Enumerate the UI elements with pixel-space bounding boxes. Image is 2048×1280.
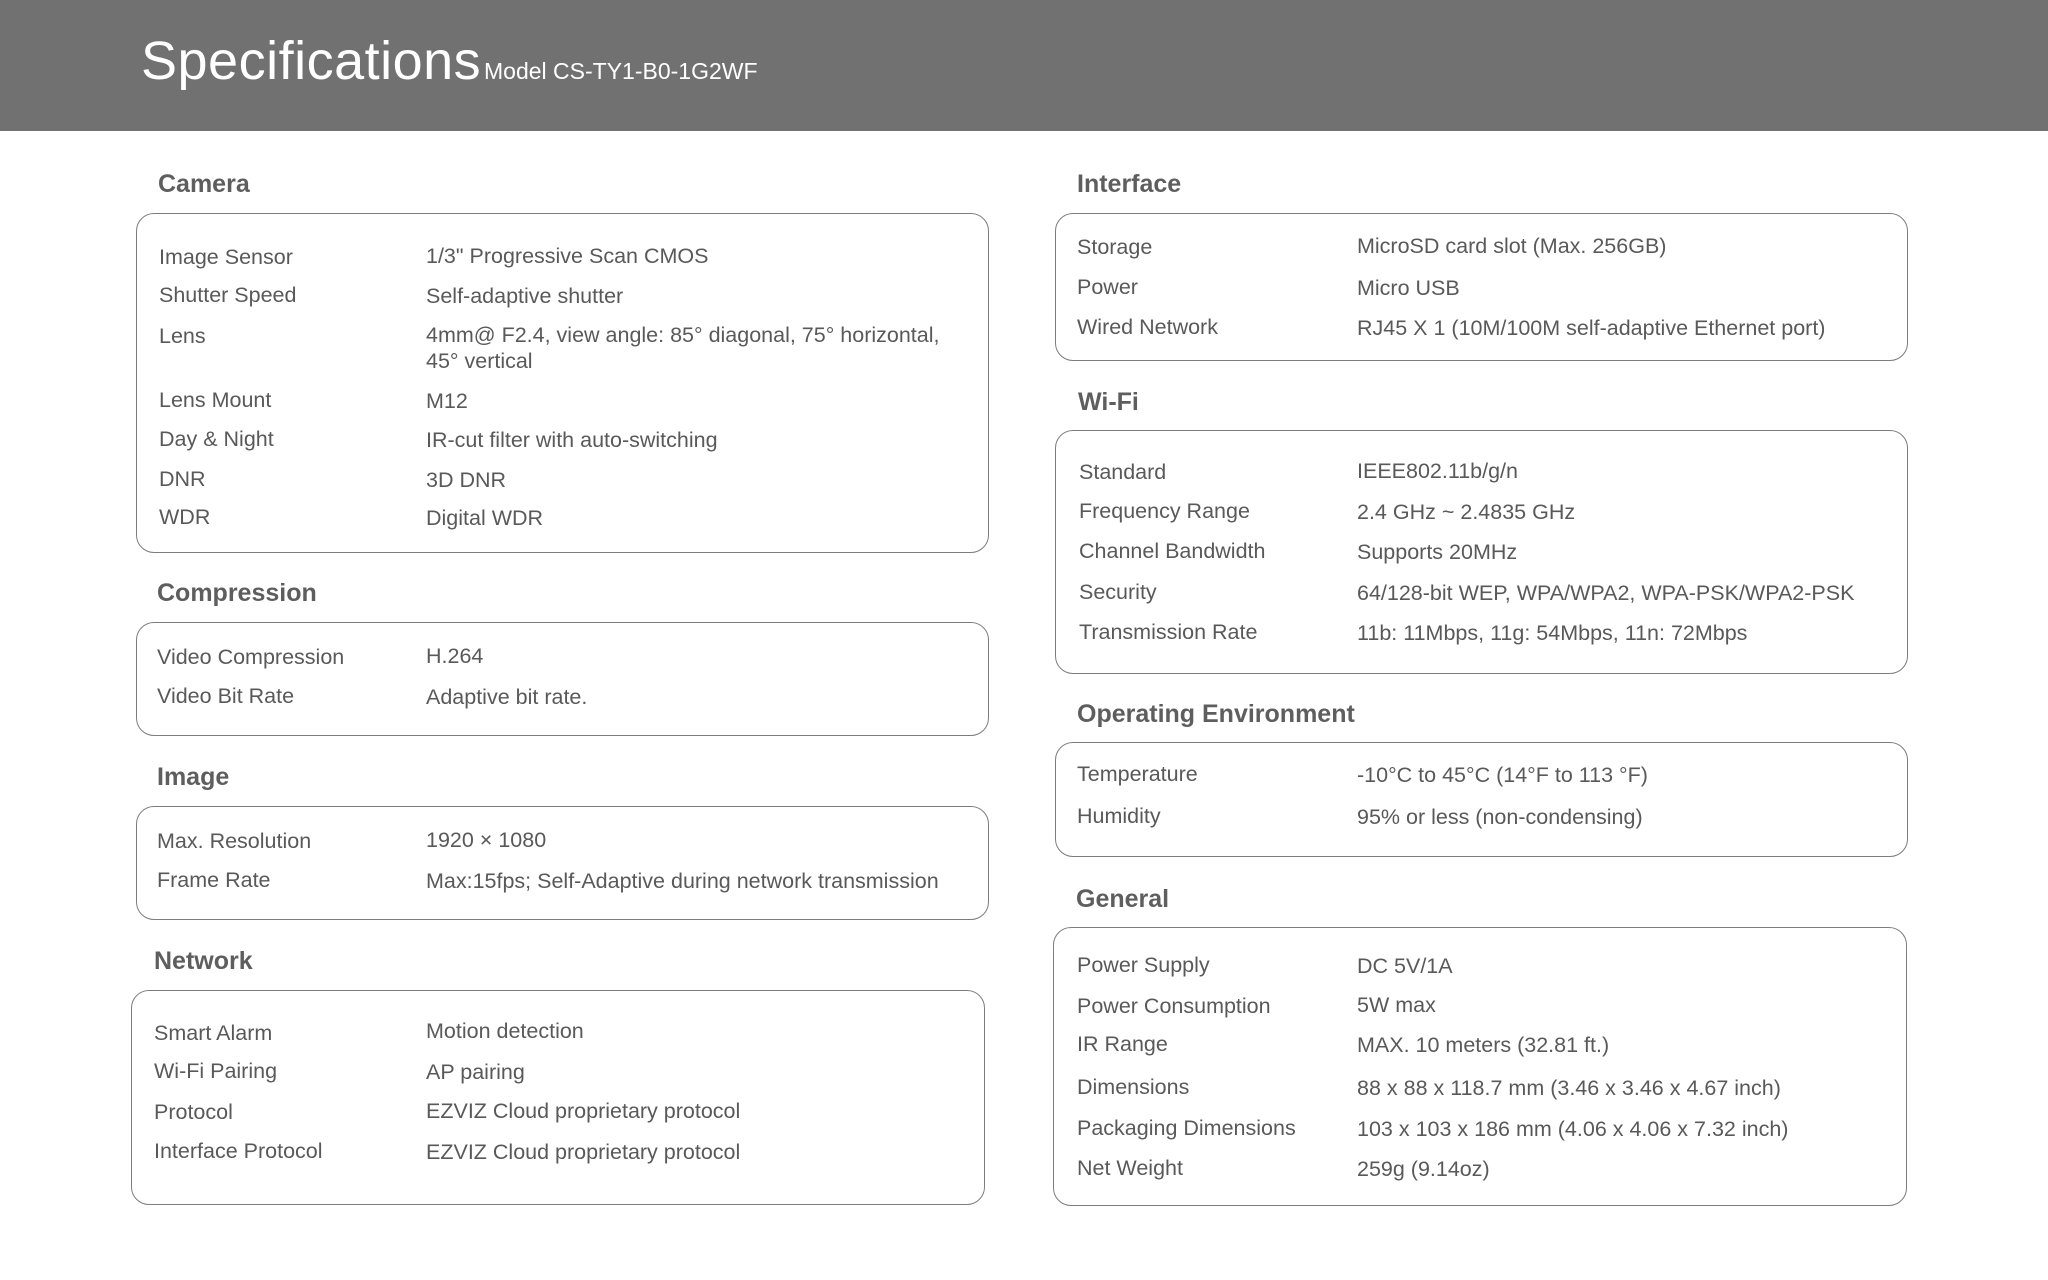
spec-value: 4mm@ F2.4, view angle: 85° diagonal, 75° horizontal, 45° vertical (426, 323, 940, 373)
spec-value: EZVIZ Cloud proprietary protocol (426, 1140, 741, 1164)
spec-value: MAX. 10 meters (32.81 ft.) (1357, 1033, 1610, 1057)
section-title-compression: Compression (157, 579, 317, 607)
spec-value: H.264 (426, 644, 484, 668)
section-title-wifi: Wi-Fi (1078, 388, 1139, 416)
section-title-image: Image (157, 763, 230, 791)
spec-value: 259g (9.14oz) (1357, 1157, 1490, 1181)
spec-label: Video Bit Rate (157, 684, 295, 708)
spec-box-camera (136, 213, 989, 553)
spec-value: 88 x 88 x 118.7 mm (3.46 x 3.46 x 4.67 inch) (1357, 1076, 1781, 1100)
spec-value: Micro USB (1357, 276, 1460, 300)
spec-label: Channel Bandwidth (1079, 539, 1266, 563)
spec-label: Max. Resolution (157, 829, 312, 853)
spec-label: Smart Alarm (154, 1021, 273, 1045)
spec-label: Dimensions (1077, 1075, 1190, 1099)
spec-label: Protocol (154, 1100, 233, 1124)
spec-value: 1/3" Progressive Scan CMOS (426, 244, 709, 268)
spec-value: AP pairing (426, 1060, 525, 1084)
spec-label: Wired Network (1077, 315, 1218, 339)
section-title-general: General (1076, 885, 1170, 913)
spec-label: Security (1079, 580, 1157, 604)
spec-box-network (131, 990, 985, 1205)
spec-value: IEEE802.11b/g/n (1357, 459, 1518, 483)
spec-label: Power Supply (1077, 953, 1210, 977)
spec-label: Temperature (1077, 762, 1198, 786)
spec-value: Digital WDR (426, 506, 544, 530)
spec-label: Transmission Rate (1079, 620, 1258, 644)
spec-value: 103 x 103 x 186 mm (4.06 x 4.06 x 7.32 inch) (1357, 1117, 1789, 1141)
spec-box-image (136, 806, 989, 920)
spec-label: WDR (159, 505, 211, 529)
spec-value: MicroSD card slot (Max. 256GB) (1357, 234, 1667, 258)
spec-label: Frame Rate (157, 868, 271, 892)
spec-value: Motion detection (426, 1019, 584, 1043)
model-number: Model CS-TY1-B0-1G2WF (484, 58, 758, 84)
spec-value: 64/128-bit WEP, WPA/WPA2, WPA-PSK/WPA2-PSK (1357, 581, 1855, 605)
page-header (0, 0, 2048, 131)
spec-label: Video Compression (157, 645, 345, 669)
spec-label: Storage (1077, 235, 1153, 259)
spec-box-wifi (1055, 430, 1908, 674)
spec-value: Adaptive bit rate. (426, 685, 588, 709)
spec-value: 3D DNR (426, 468, 507, 492)
page-title: Specifications (141, 31, 482, 91)
spec-label: Packaging Dimensions (1077, 1116, 1296, 1140)
spec-label: Power (1077, 275, 1138, 299)
spec-label: Power Consumption (1077, 994, 1271, 1018)
spec-label: Image Sensor (159, 245, 293, 269)
spec-value: RJ45 X 1 (10M/100M self-adaptive Ethernet port) (1357, 316, 1826, 340)
section-title-camera: Camera (158, 170, 250, 198)
spec-label: Day & Night (159, 427, 274, 451)
spec-value: M12 (426, 389, 468, 413)
spec-value: 11b: 11Mbps, 11g: 54Mbps, 11n: 72Mbps (1357, 621, 1748, 645)
spec-value: 2.4 GHz ~ 2.4835 GHz (1357, 500, 1576, 524)
spec-value: -10°C to 45°C (14°F to 113 °F) (1357, 763, 1648, 787)
spec-label: Shutter Speed (159, 283, 297, 307)
spec-box-operating-environment (1055, 742, 1908, 857)
spec-box-general (1053, 927, 1907, 1206)
section-title-interface: Interface (1077, 170, 1182, 198)
spec-label: Humidity (1077, 804, 1161, 828)
spec-value: Self-adaptive shutter (426, 284, 624, 308)
spec-value: 95% or less (non-condensing) (1357, 805, 1643, 829)
spec-label: Frequency Range (1079, 499, 1250, 523)
spec-value: EZVIZ Cloud proprietary protocol (426, 1099, 741, 1123)
section-title-operating-environment: Operating Environment (1077, 700, 1355, 728)
spec-value: DC 5V/1A (1357, 954, 1453, 978)
spec-label: Standard (1079, 460, 1167, 484)
spec-label: DNR (159, 467, 206, 491)
section-title-network: Network (154, 947, 253, 975)
spec-value: Max:15fps; Self-Adaptive during network transmission (426, 869, 939, 893)
spec-box-compression (136, 622, 989, 736)
spec-value: IR-cut filter with auto-switching (426, 428, 718, 452)
spec-label: Interface Protocol (154, 1139, 323, 1163)
spec-label: Lens Mount (159, 388, 272, 412)
spec-label: IR Range (1077, 1032, 1168, 1056)
spec-label: Net Weight (1077, 1156, 1183, 1180)
spec-label: Wi-Fi Pairing (154, 1059, 278, 1083)
spec-value: 5W max (1357, 993, 1436, 1017)
spec-value: Supports 20MHz (1357, 540, 1518, 564)
spec-value: 1920 × 1080 (426, 828, 547, 852)
spec-box-interface (1055, 213, 1908, 361)
spec-label: Lens (159, 324, 206, 348)
